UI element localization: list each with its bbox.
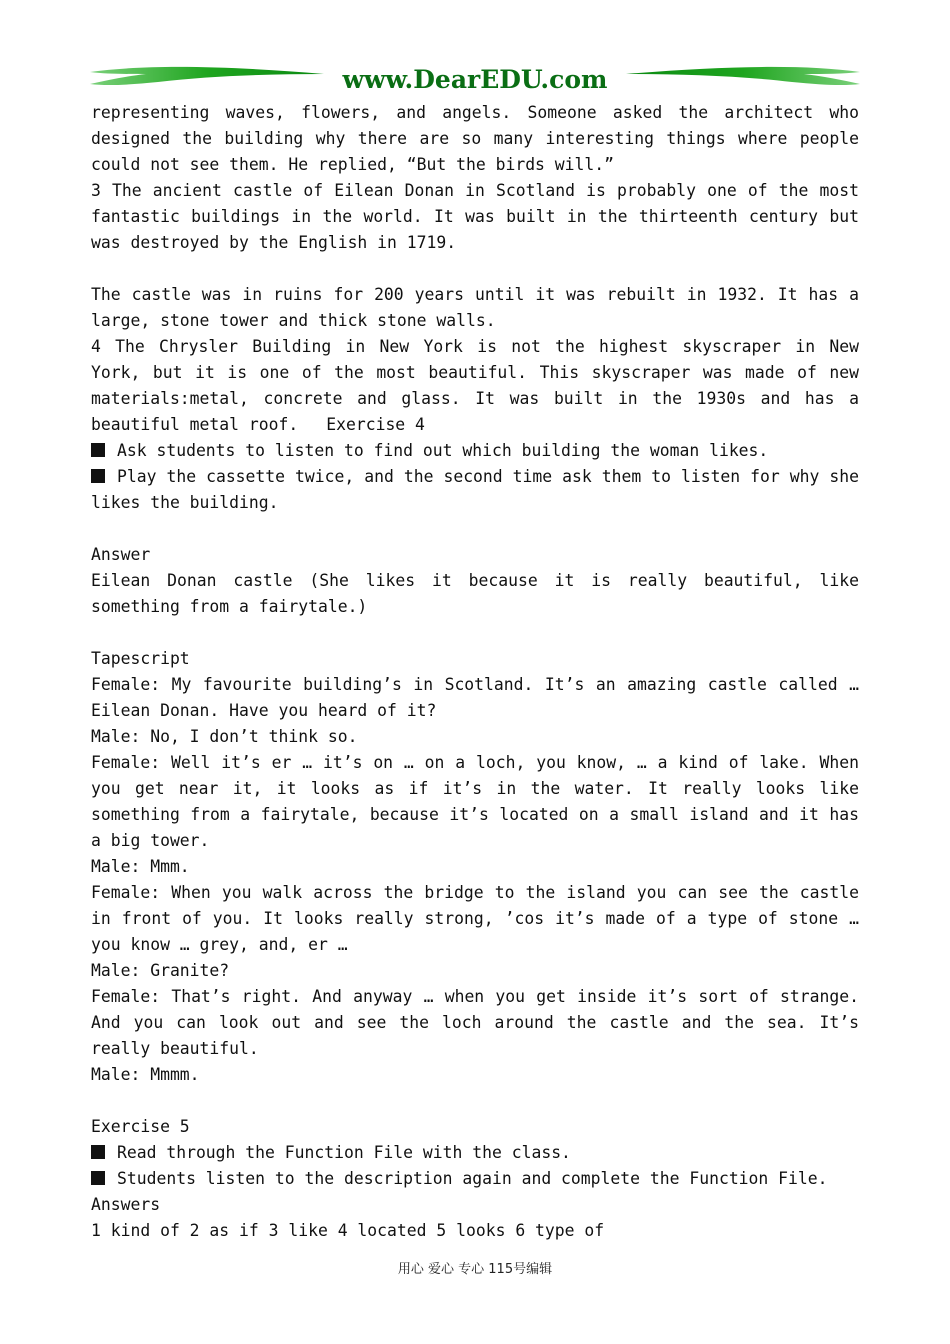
bullet-text: Students listen to the description again and complete the Function File. — [117, 1169, 828, 1188]
blank-line — [91, 620, 859, 646]
paragraph-chrysler — [91, 334, 859, 438]
square-bullet-icon — [91, 1171, 105, 1185]
paragraph-chrysler-text: 4 The Chrysler Building in New York is not the highest skyscraper in New York, but it is one of the most beautiful. This skyscraper was made of new materials:metal, concrete and glass. It was built in the 1930s and has a beautiful metal roof. — [91, 337, 859, 434]
bullet-text: Read through the Function File with the class. — [117, 1143, 571, 1162]
exercise-5-bullet-1 — [91, 1140, 859, 1166]
exercise-4-bullet-2 — [91, 464, 859, 516]
tapescript-line: Female: My favourite building’s in Scotland. It’s an amazing castle called … Eilean Donan. Have you heard of it? — [91, 675, 859, 720]
site-header — [88, 62, 862, 96]
bullet-text: Ask students to listen to find out which building the woman likes. — [117, 441, 769, 460]
tapescript-heading: Tapescript — [91, 649, 190, 668]
square-bullet-icon — [91, 469, 105, 483]
page-footer: 用心 爱心 专心 115号编辑 — [397, 1262, 553, 1277]
blank-line — [91, 256, 859, 282]
header-swoosh-right — [626, 67, 860, 85]
blank-line — [91, 1088, 859, 1114]
tapescript-line: Male: Mmm. — [91, 857, 190, 876]
document-body — [91, 100, 859, 1244]
tapescript-line: Male: Granite? — [91, 961, 230, 980]
exercise-5-bullet-2 — [91, 1166, 859, 1192]
square-bullet-icon — [91, 443, 105, 457]
header-banner — [88, 62, 862, 96]
tapescript-line: Female: That’s right. And anyway … when you get inside it’s sort of strange. And you can look out and see the loch around the castle and the sea. It’s really beautiful. — [91, 987, 859, 1058]
answer-heading: Answer — [91, 545, 151, 564]
exercise-5-heading: Exercise 5 — [91, 1117, 190, 1136]
answers-heading: Answers — [91, 1195, 161, 1214]
tapescript-line: Male: No, I don’t think so. — [91, 727, 358, 746]
blank-line — [91, 516, 859, 542]
answers-text: 1 kind of 2 as if 3 like 4 located 5 looks 6 type of — [91, 1221, 605, 1240]
answer-text: Eilean Donan castle (She likes it because it is really beautiful, like something from a fairytale.) — [91, 571, 859, 616]
bullet-text: Play the cassette twice, and the second time ask them to listen for why she likes the building. — [91, 467, 859, 512]
paragraph-castle-ruins: The castle was in ruins for 200 years until it was rebuilt in 1932. It has a large, stone tower and thick stone walls. — [91, 285, 859, 330]
exercise-4-heading: Exercise 4 — [326, 415, 425, 434]
paragraph-architect: representing waves, flowers, and angels. Someone asked the architect who designed the building why there are so many interesting things where people could not see them. He replied, “But the birds will.” — [91, 103, 859, 174]
header-site-name: www.DearEDU.com — [342, 65, 608, 94]
paragraph-eilean-donan: 3 The ancient castle of Eilean Donan in Scotland is probably one of the most fantastic buildings in the world. It was built in the thirteenth century but was destroyed by the English in 1719. — [91, 181, 859, 252]
tapescript-line: Male: Mmmm. — [91, 1065, 200, 1084]
tapescript-line: Female: Well it’s er … it’s on … on a loch, you know, … a kind of lake. When you get near it, it looks as if it’s in the water. It really looks like something from a fairytale, because it’s located on a small island and it has a big tower. — [91, 753, 859, 850]
square-bullet-icon — [91, 1145, 105, 1159]
exercise-4-bullet-1 — [91, 438, 859, 464]
tapescript-line: Female: When you walk across the bridge to the island you can see the castle in front of you. It looks really strong, ’cos it’s made of a type of stone … you know … grey, and, er … — [91, 883, 859, 954]
header-swoosh-left — [90, 67, 324, 85]
